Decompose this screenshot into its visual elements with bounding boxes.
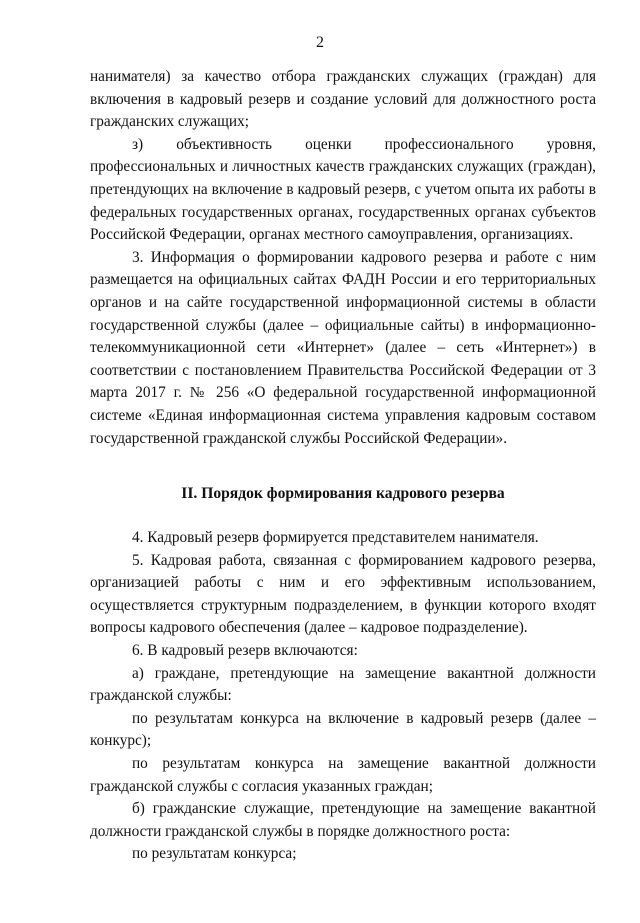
document-body — [90, 66, 596, 866]
paragraph-6a: а) граждане, претендующие на замещение вакантной должности гражданской службы: — [90, 664, 596, 705]
paragraph-3: 3. Информация о формировании кадрового резерва и работе с ним размещается на официальных сайтах ФАДН России и его территориальных органов и на сайте государственной информационной системы в области государственной службы (далее – официальные сайты) в информационно-телекоммуникационной сети «Интернет» (далее – сеть «Интернет») в соответствии с постановлением Правительства Российской Федерации от 3 марта 2017 г. № 256 «О федеральной государственной информационной системе «Единая информационная система управления кадровым составом государственной гражданской службы Российской Федерации». — [90, 248, 596, 447]
paragraph-continuation: нанимателя) за качество отбора гражданских служащих (граждан) для включения в кадровый резерв и создание условий для должностного роста гражданских служащих; — [90, 68, 596, 131]
paragraph-6a-item1: по результатам конкурса на включение в кадровый резерв (далее – конкурс); — [90, 709, 596, 750]
paragraph-4: 4. Кадровый резерв формируется представителем нанимателя. — [132, 529, 539, 547]
paragraph-6b: б) гражданские служащие, претендующие на замещение вакантной должности гражданской службы в порядке должностного роста: — [90, 800, 596, 840]
paragraph-6a-item2: по результатам конкурса на замещение вакантной должности гражданской службы с согласия указанных граждан; — [90, 755, 596, 795]
page-number: 2 — [316, 34, 324, 51]
paragraph-z: з) объективность оценки профессионального уровня, профессиональных и личностных качеств гражданских служащих (граждан), претендующих на включение в кадровый резерв, с учетом опыта их работы в федеральных государственных органах, государственных органах субъектов Российской Федерации, органах местного самоуправления, организациях. — [90, 135, 596, 244]
paragraph-5: 5. Кадровая работа, связанная с формированием кадрового резерва, организацией работы с ним и его эффективным использованием, осуществляется структурным подразделением, в функции которого входят вопросы кадрового обеспечения (далее – кадровое подразделение). — [90, 551, 596, 637]
section-heading: II. Порядок формирования кадрового резерва — [181, 485, 505, 503]
paragraph-6: 6. В кадровый резерв включаются: — [132, 642, 358, 660]
paragraph-6b-item1: по результатам конкурса; — [132, 845, 297, 863]
